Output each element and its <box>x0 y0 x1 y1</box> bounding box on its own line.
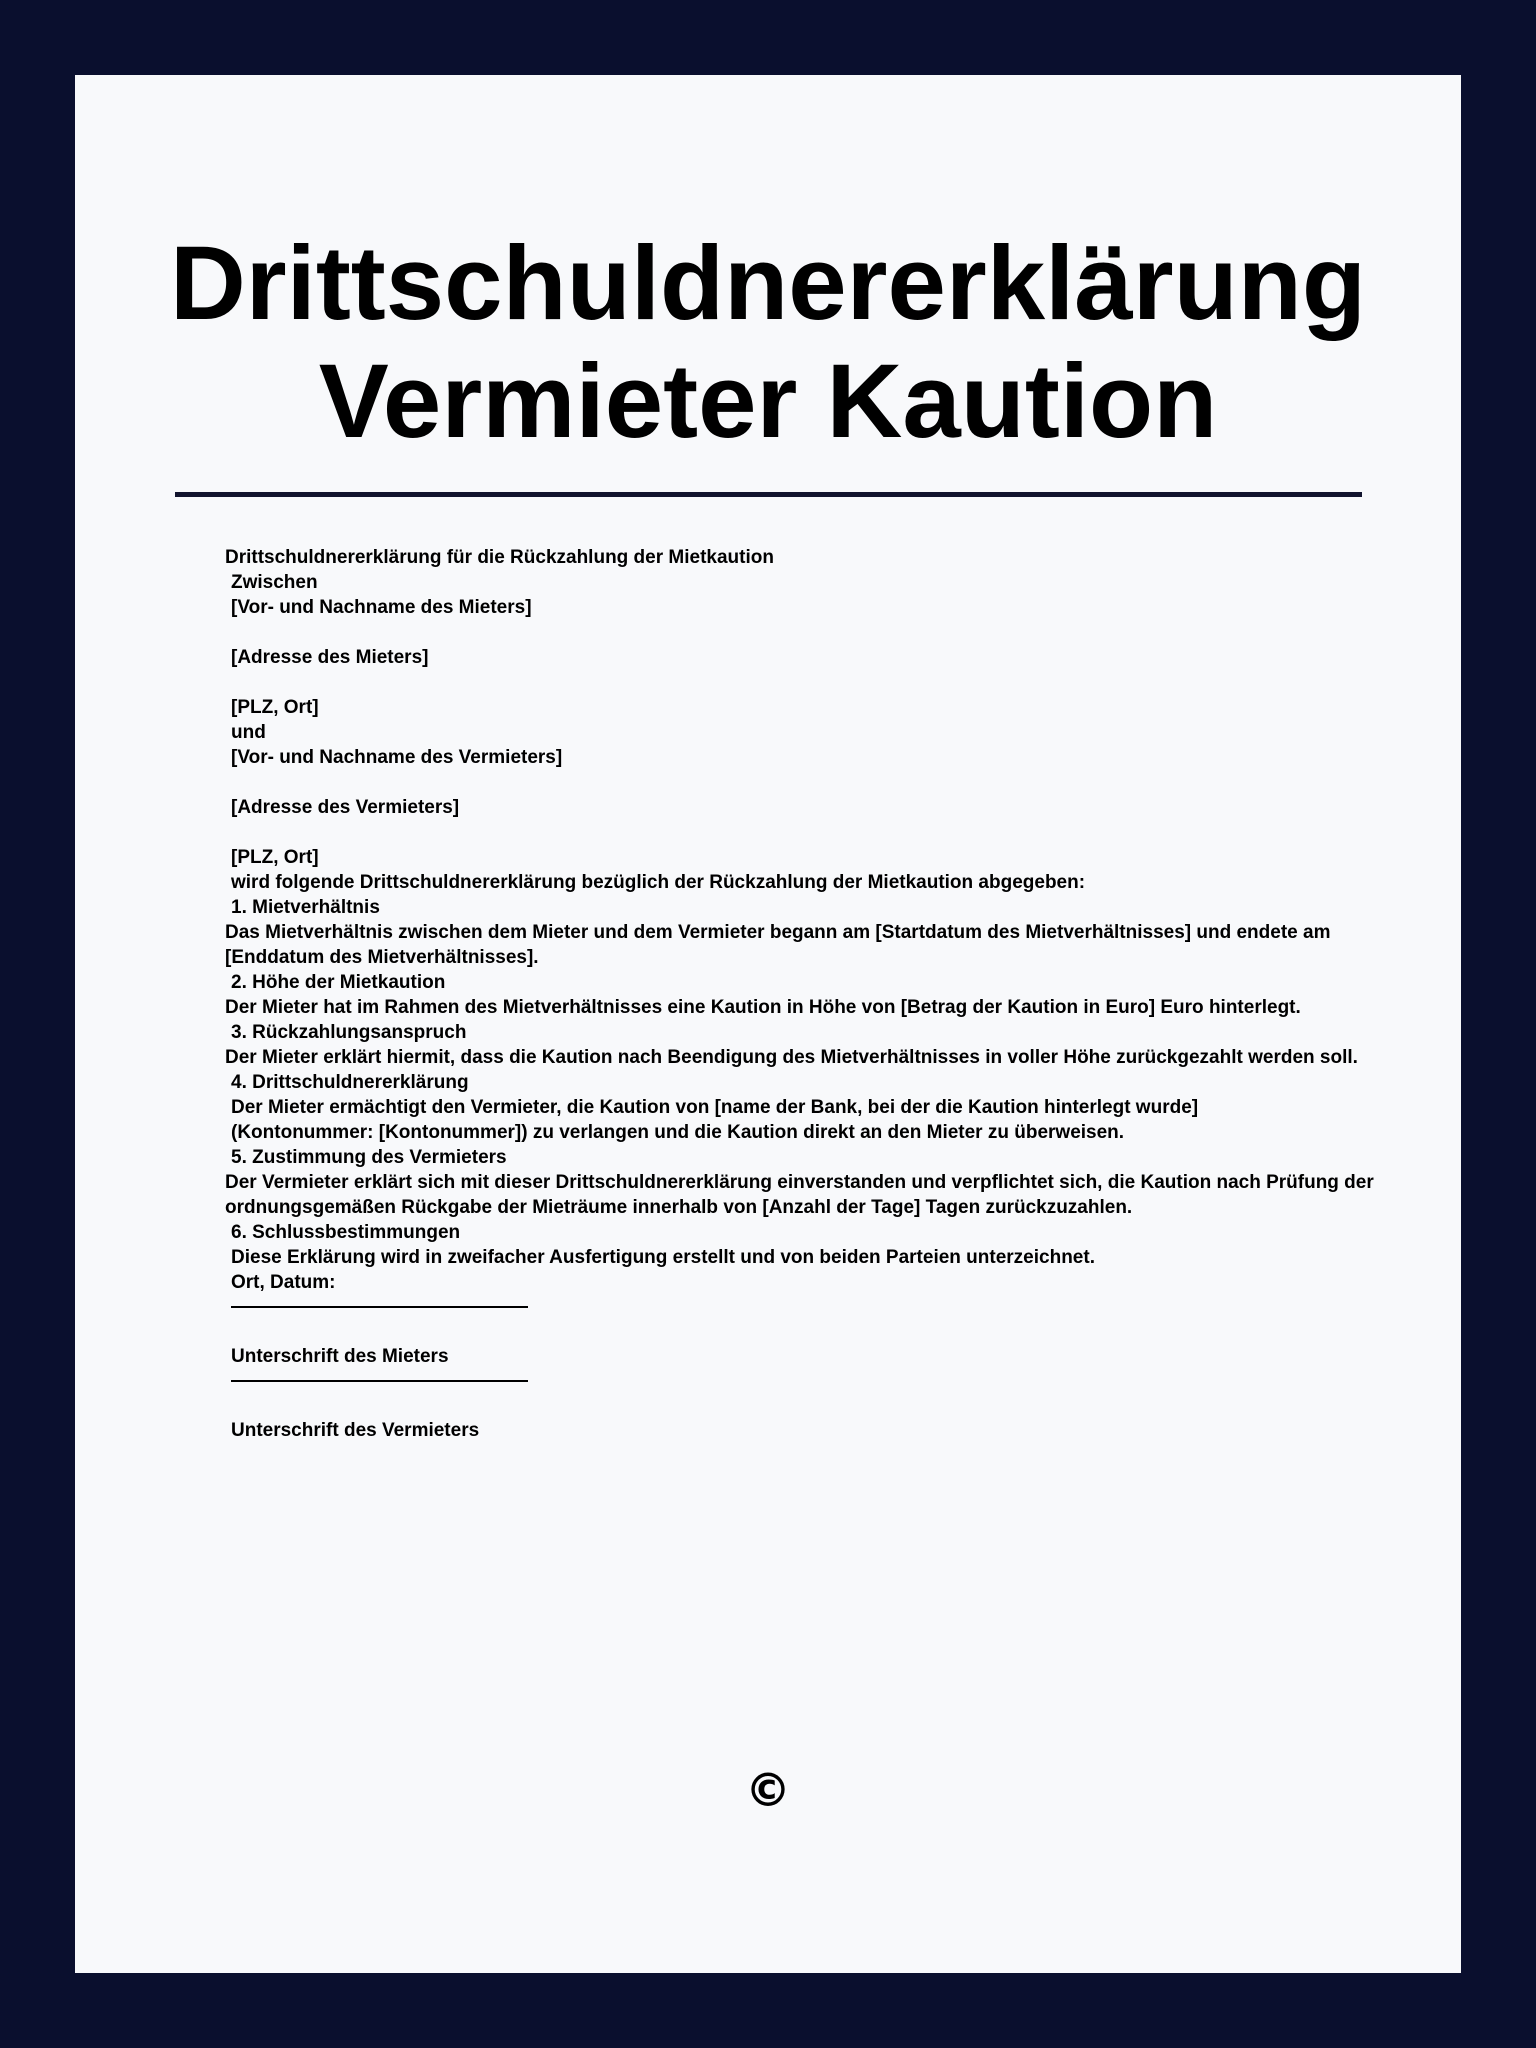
blank-line <box>225 1319 1405 1344</box>
section-2-title: 2. Höhe der Mietkaution <box>231 972 446 993</box>
blank-line <box>225 820 1405 845</box>
section-5-title: 5. Zustimmung des Vermieters <box>231 1147 507 1168</box>
section-1-title: 1. Mietverhältnis <box>231 897 380 918</box>
copyright-icon: © <box>745 1763 791 1817</box>
tenant-city-placeholder: [PLZ, Ort] <box>231 697 319 718</box>
blank-line <box>225 770 1405 795</box>
blank-line <box>225 670 1405 695</box>
section-4-text-line-2: (Kontonummer: [Kontonummer]) zu verlangen und die Kaution direkt an den Mieter zu überweisen. <box>231 1122 1125 1143</box>
und-label: und <box>231 722 266 743</box>
landlord-name-placeholder: [Vor- und Nachname des Vermieters] <box>231 747 563 768</box>
section-3-title: 3. Rückzahlungsanspruch <box>231 1022 467 1043</box>
document-title <box>75 225 1461 461</box>
title-line-1: Drittschuldnererklärung <box>169 225 1367 342</box>
tenant-signature-line <box>231 1306 528 1308</box>
landlord-city-placeholder: [PLZ, Ort] <box>231 847 319 868</box>
tenant-address-placeholder: [Adresse des Mieters] <box>231 647 429 668</box>
section-4-text-line-1: Der Mieter ermächtigt den Vermieter, die Kaution von [name der Bank, bei der die Kaution hinterlegt wurde] <box>231 1097 1199 1118</box>
section-2-text: Der Mieter hat im Rahmen des Mietverhältnisses eine Kaution in Höhe von [Betrag der Kaution in Euro] Euro hinterlegt. <box>225 997 1301 1018</box>
title-line-2: Vermieter Kaution <box>318 343 1218 460</box>
landlord-signature-label: Unterschrift des Vermieters <box>231 1420 480 1441</box>
document-body <box>225 545 1405 1443</box>
body-heading: Drittschuldnererklärung für die Rückzahlung der Mietkaution <box>225 547 774 568</box>
place-date-label: Ort, Datum: <box>231 1272 336 1293</box>
blank-line <box>225 620 1405 645</box>
section-3-text: Der Mieter erklärt hiermit, dass die Kaution nach Beendigung des Mietverhältnisses in voller Höhe zurückgezahlt werden soll. <box>225 1047 1358 1068</box>
section-4-title: 4. Drittschuldnererklärung <box>231 1072 469 1093</box>
tenant-name-placeholder: [Vor- und Nachname des Mieters] <box>231 597 532 618</box>
intro-text: wird folgende Drittschuldnererklärung bezüglich der Rückzahlung der Mietkaution abgegeben: <box>231 872 1086 893</box>
blank-line <box>225 1393 1405 1418</box>
document-page <box>75 75 1461 1973</box>
landlord-signature-line <box>231 1380 528 1382</box>
section-1-text: Das Mietverhältnis zwischen dem Mieter und dem Vermieter begann am [Startdatum des Mietverhältnisses] und endete am [Enddatum des Mietverhältnisses]. <box>225 922 1331 968</box>
title-divider <box>175 492 1362 497</box>
landlord-address-placeholder: [Adresse des Vermieters] <box>231 797 460 818</box>
section-5-text: Der Vermieter erklärt sich mit dieser Drittschuldnererklärung einverstanden und verpflichtet sich, die Kaution nach Prüfung der ordnungsgemäßen Rückgabe der Mieträume innerhalb von [Anzahl der Tage] Tagen zurückzuzahlen. <box>225 1172 1374 1218</box>
section-6-text: Diese Erklärung wird in zweifacher Ausfertigung erstellt und von beiden Parteien unterzeichnet. <box>231 1247 1095 1268</box>
tenant-signature-label: Unterschrift des Mieters <box>231 1346 449 1367</box>
section-6-title: 6. Schlussbestimmungen <box>231 1222 461 1243</box>
zwischen-label: Zwischen <box>231 572 318 593</box>
